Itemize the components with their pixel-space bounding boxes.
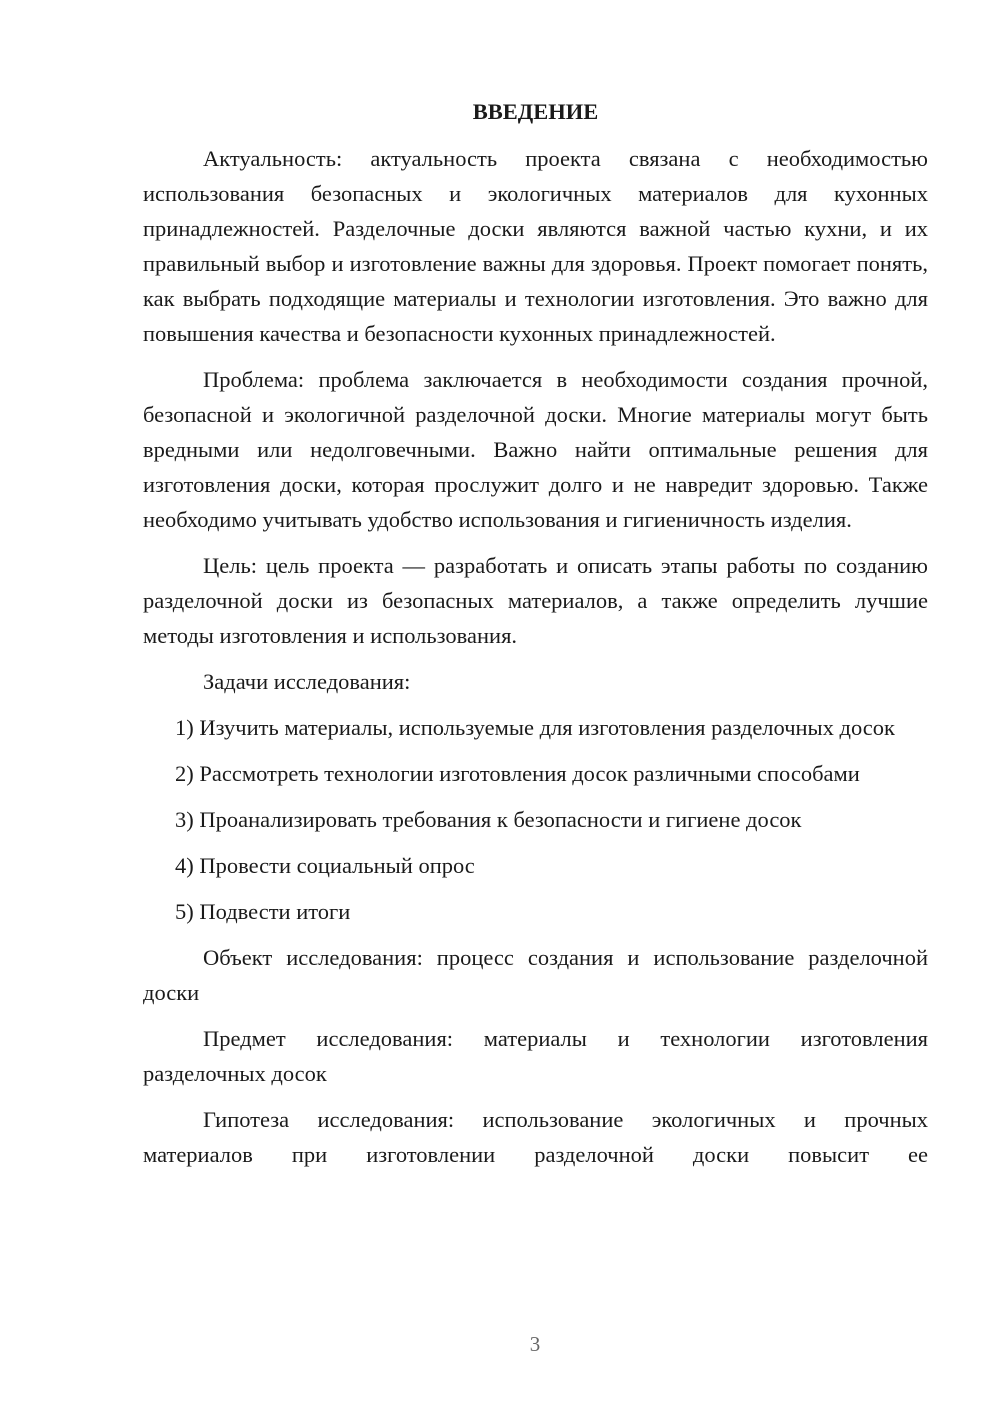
subject-paragraph: Предмет исследования: материалы и технологии изготовления разделочных досок: [143, 1026, 928, 1086]
object-paragraph: Объект исследования: процесс создания и использование разделочной доски: [143, 945, 928, 1005]
relevance-paragraph: Актуальность: актуальность проекта связана с необходимостью использования безопасных и экологичных материалов для кухонных принадлежностей. Разделочные доски являются важной частью кухни, и их правильный выбор и изготовление важны для здоровья. Проект помогает понять, как выбрать подходящие материалы и технологии изготовления. Это важно для повышения качества и безопасности кухонных принадлежностей.: [143, 146, 928, 346]
goal-paragraph: Цель: цель проекта — разработать и описать этапы работы по созданию разделочной доски из безопасных материалов, а также определить лучшие методы изготовления и использования.: [143, 553, 928, 648]
page-title: ВВЕДЕНИЕ: [472, 99, 599, 124]
task-item: 5) Подвести итоги: [175, 899, 351, 924]
tasks-intro: Задачи исследования:: [203, 669, 411, 694]
task-item: 4) Провести социальный опрос: [175, 853, 475, 878]
document-body: [143, 94, 928, 1172]
task-item: 1) Изучить материалы, используемые для изготовления разделочных досок: [175, 715, 895, 740]
task-item: 3) Проанализировать требования к безопасности и гигиене досок: [175, 807, 802, 832]
problem-paragraph: Проблема: проблема заключается в необходимости создания прочной, безопасной и экологичной разделочной доски. Многие материалы могут быть вредными или недолговечными. Важно найти оптимальные решения для изготовления доски, которая прослужит долго и не навредит здоровью. Также необходимо учитывать удобство использования и гигиеничность изделия.: [143, 367, 928, 532]
page-number: 3: [529, 1332, 541, 1356]
hypothesis-paragraph: Гипотеза исследования: использование экологичных и прочных материалов при изготовлении разделочной доски повысит ее: [143, 1107, 928, 1167]
task-item: 2) Рассмотреть технологии изготовления досок различными способами: [175, 761, 860, 786]
